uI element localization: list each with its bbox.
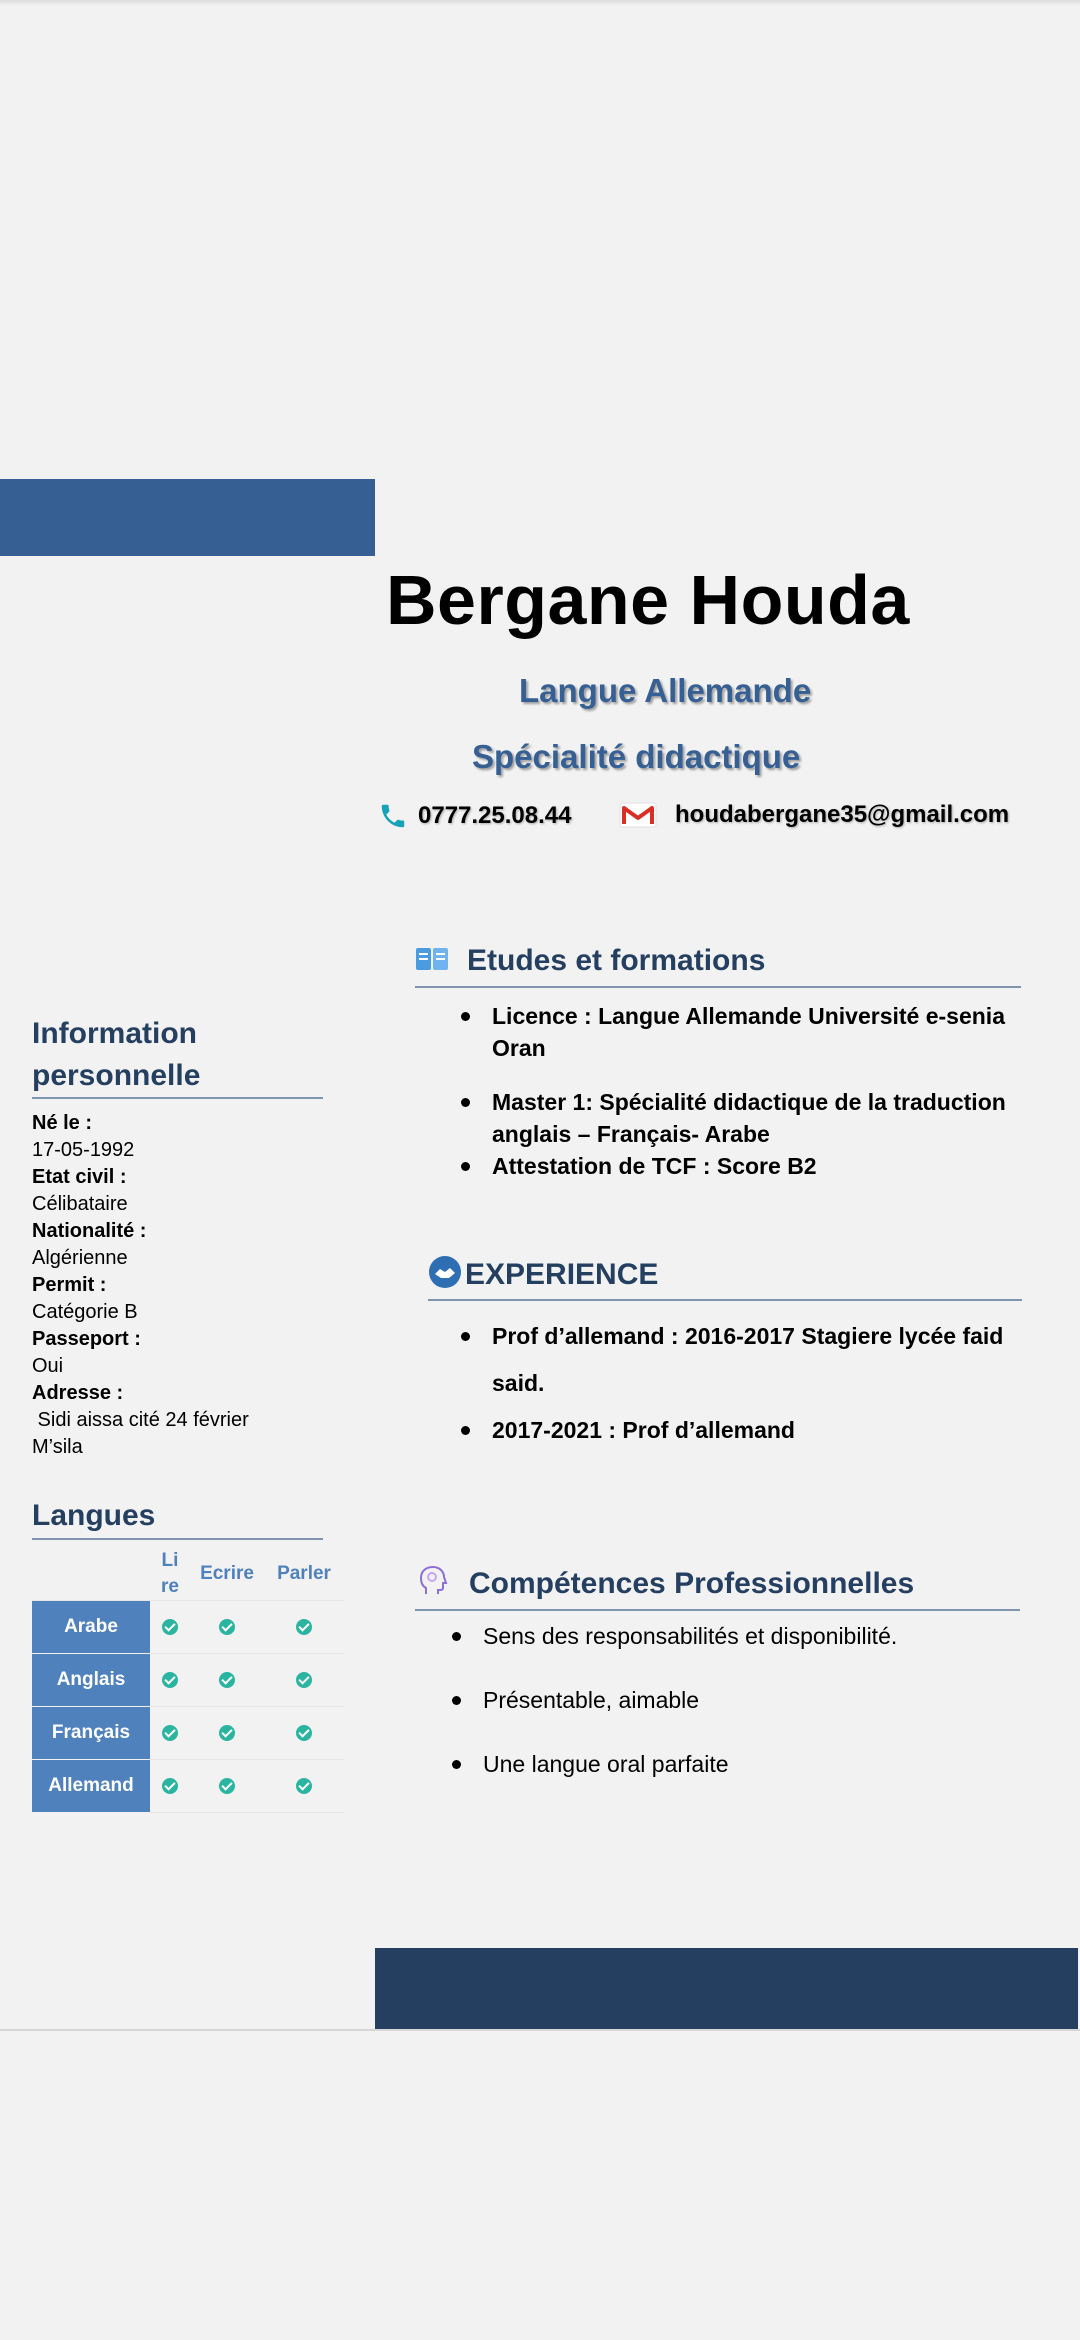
skill-item: Sens des responsabilités et disponibilité. — [483, 1620, 1043, 1652]
parler-cell — [264, 1760, 344, 1813]
header-empty-cell — [32, 1548, 150, 1601]
check-icon — [219, 1619, 235, 1635]
subtitle-language: Langue Allemande — [519, 672, 812, 709]
education-rule — [415, 986, 1021, 988]
language-row-francais — [32, 1707, 344, 1760]
check-icon — [296, 1778, 312, 1794]
field-label-birthdate: Né le : — [32, 1112, 93, 1134]
field-value-address-city: M’sila — [32, 1436, 83, 1458]
check-icon — [219, 1725, 235, 1741]
ecrire-cell — [190, 1654, 264, 1707]
personal-info-heading — [32, 1013, 200, 1097]
experience-item: 2017-2021 : Prof d’allemand — [492, 1407, 1032, 1454]
head-idea-icon — [418, 1564, 448, 1598]
full-name: Bergane Houda — [386, 561, 910, 639]
experience-rule — [428, 1299, 1022, 1301]
field-value-address: Sidi aissa cité 24 février — [32, 1409, 249, 1431]
field-value-birthdate: 17-05-1992 — [32, 1139, 135, 1161]
field-label-address: Adresse : — [32, 1382, 124, 1404]
language-name: Arabe — [32, 1601, 150, 1654]
check-icon — [162, 1778, 178, 1794]
lire-cell — [150, 1654, 190, 1707]
field-value-nationality: Algérienne — [32, 1247, 128, 1269]
parler-cell — [264, 1654, 344, 1707]
check-icon — [296, 1619, 312, 1635]
field-value-civil-status: Célibataire — [32, 1193, 128, 1215]
field-label-passport: Passeport : — [32, 1328, 141, 1350]
languages-rule — [32, 1538, 323, 1540]
lire-cell — [150, 1707, 190, 1760]
language-row-allemand — [32, 1760, 344, 1813]
check-icon — [296, 1672, 312, 1688]
language-name: Anglais — [32, 1654, 150, 1707]
gmail-icon — [619, 802, 657, 828]
education-item: Master 1: Spécialité didactique de la traduction anglais – Français- Arabe — [492, 1086, 1032, 1150]
ecrire-cell — [190, 1601, 264, 1654]
languages-table — [32, 1548, 344, 1813]
phone-number[interactable]: 0777.25.08.44 — [418, 802, 572, 829]
check-icon — [219, 1672, 235, 1688]
education-item: Licence : Langue Allemande Université e-senia Oran — [492, 1000, 1032, 1064]
languages-heading: Langues — [32, 1499, 156, 1532]
personal-info-rule — [32, 1097, 323, 1099]
field-label-license: Permit : — [32, 1274, 107, 1296]
experience-item: Prof d’allemand : 2016-2017 Stagiere lycée faid said. — [492, 1313, 1032, 1407]
contact-phone — [378, 801, 571, 831]
field-label-nationality: Nationalité : — [32, 1220, 147, 1242]
language-row-anglais — [32, 1654, 344, 1707]
col-header-parler: Parler — [264, 1548, 344, 1601]
handshake-icon — [428, 1255, 462, 1289]
check-icon — [296, 1725, 312, 1741]
field-label-civil-status: Etat civil : — [32, 1166, 127, 1188]
col-header-lire — [150, 1548, 190, 1601]
skill-item: Une langue oral parfaite — [483, 1748, 1043, 1780]
lire-cell — [150, 1760, 190, 1813]
skills-list — [483, 1620, 1043, 1812]
bottom-accent-bar — [375, 1948, 1078, 2029]
language-name: Français — [32, 1707, 150, 1760]
page-edge-shadow — [0, 2029, 1080, 2031]
parler-cell — [264, 1601, 344, 1654]
personal-heading-line2: personnelle — [32, 1059, 201, 1092]
check-icon — [162, 1619, 178, 1635]
language-name: Allemand — [32, 1760, 150, 1813]
skill-item: Présentable, aimable — [483, 1684, 1043, 1716]
education-item: Attestation de TCF : Score B2 — [492, 1150, 1032, 1182]
col-header-ecrire: Ecrire — [190, 1548, 264, 1601]
book-icon — [415, 946, 449, 972]
subtitle-specialty: Spécialité didactique — [472, 738, 801, 775]
phone-icon — [378, 801, 408, 831]
skills-rule — [415, 1609, 1020, 1611]
check-icon — [162, 1672, 178, 1688]
experience-heading: EXPERIENCE — [465, 1258, 659, 1291]
experience-list — [492, 1313, 1032, 1454]
skills-heading: Compétences Professionnelles — [469, 1567, 915, 1600]
top-shadow — [0, 0, 1080, 6]
col-header-lire-2: re — [161, 1576, 179, 1597]
languages-header-row — [32, 1548, 344, 1601]
language-row-arabe — [32, 1601, 344, 1654]
email-address[interactable]: houdabergane35@gmail.com — [675, 801, 1010, 828]
education-heading: Etudes et formations — [467, 944, 766, 977]
education-list — [492, 1000, 1032, 1182]
personal-info-list — [32, 1110, 332, 1461]
check-icon — [162, 1725, 178, 1741]
field-value-license: Catégorie B — [32, 1301, 138, 1323]
top-accent-bar — [0, 479, 375, 556]
field-value-passport: Oui — [32, 1355, 64, 1377]
col-header-lire-1: Li — [161, 1550, 179, 1571]
check-icon — [219, 1778, 235, 1794]
personal-heading-line1: Information — [32, 1017, 197, 1050]
contact-email — [619, 801, 1009, 829]
lire-cell — [150, 1601, 190, 1654]
parler-cell — [264, 1707, 344, 1760]
ecrire-cell — [190, 1707, 264, 1760]
ecrire-cell — [190, 1760, 264, 1813]
